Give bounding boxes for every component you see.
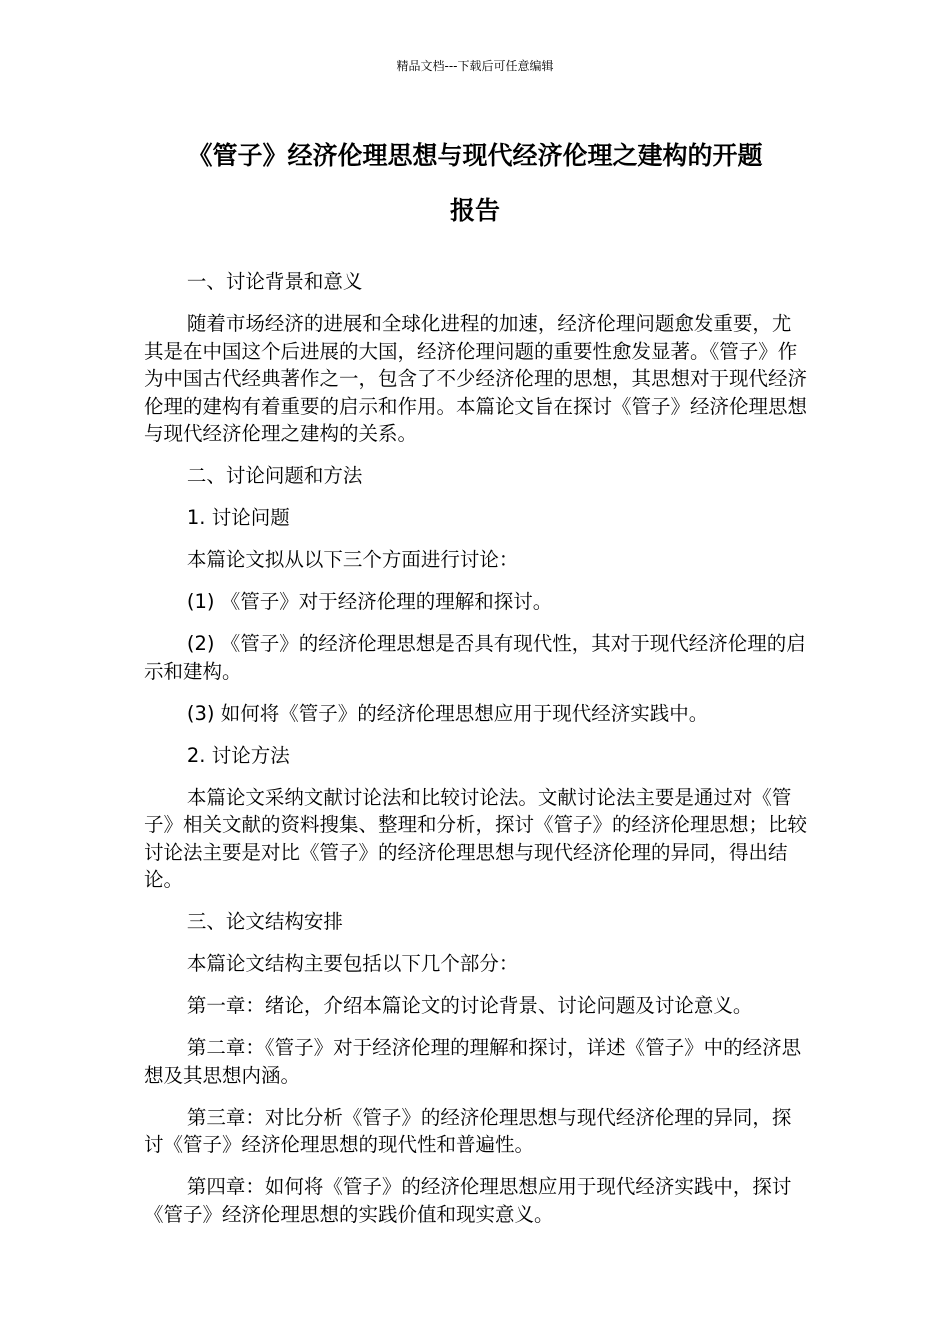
list-item-chapter-1: 第一章：绪论，介绍本篇论文的讨论背景、讨论问题及讨论意义。 bbox=[186, 994, 753, 1017]
document-title bbox=[140, 128, 810, 238]
subheading-methods: 2. 讨论方法 bbox=[186, 743, 290, 767]
subheading-questions: 1. 讨论问题 bbox=[186, 506, 290, 529]
title-line-1: 《管子》经济伦理思想与现代经济伦理之建构的开题 bbox=[187, 141, 763, 170]
section-heading-structure: 三、论文结构安排 bbox=[186, 910, 343, 933]
paragraph-structure-intro: 本篇论文结构主要包括以下几个部分： bbox=[186, 952, 519, 975]
list-item-chapter-3: 第三章：对比分析《管子》的经济伦理思想与现代经济伦理的异同，探讨《管子》经济伦理思想的现代性和普遍性。 bbox=[144, 1105, 792, 1156]
document-body bbox=[144, 268, 810, 1243]
list-item-question-3: (3) 如何将《管子》的经济伦理思想应用于现代经济实践中。 bbox=[186, 701, 709, 725]
section-heading-questions-methods: 二、讨论问题和方法 bbox=[186, 464, 363, 487]
paragraph-background: 随着市场经济的进展和全球化进程的加速，经济伦理问题愈发重要，尤其是在中国这个后进展的大国，经济伦理问题的重要性愈发显著。《管子》作为中国古代经典著作之一，包含了不少经济伦理的思想，其思想对于现代经济伦理的建构有着重要的启示和作用。本篇论文旨在探讨《管子》经济伦理思想与现代经济伦理之建构的关系。 bbox=[144, 312, 808, 445]
paragraph-methods: 本篇论文采纳文献讨论法和比较讨论法。文献讨论法主要是通过对《管子》相关文献的资料搜集、整理和分析，探讨《管子》的经济伦理思想；比较讨论法主要是对比《管子》的经济伦理思想与现代经济伦理的异同，得出结论。 bbox=[144, 785, 808, 891]
list-item-question-2: (2) 《管子》的经济伦理思想是否具有现代性，其对于现代经济伦理的启示和建构。 bbox=[144, 632, 806, 683]
list-item-question-1: (1) 《管子》对于经济伦理的理解和探讨。 bbox=[186, 590, 553, 613]
list-item-chapter-2: 第二章：《管子》对于经济伦理的理解和探讨，详述《管子》中的经济思想及其思想内涵。 bbox=[144, 1036, 802, 1087]
header-note: 精品文档---下载后可任意编辑 bbox=[396, 59, 554, 73]
section-heading-background: 一、讨论背景和意义 bbox=[186, 270, 363, 293]
title-line-2: 报告 bbox=[449, 196, 500, 225]
list-item-chapter-4: 第四章：如何将《管子》的经济伦理思想应用于现代经济实践中，探讨《管子》经济伦理思想的实践价值和现实意义。 bbox=[144, 1175, 792, 1226]
paragraph-questions-intro: 本篇论文拟从以下三个方面进行讨论： bbox=[186, 548, 519, 571]
